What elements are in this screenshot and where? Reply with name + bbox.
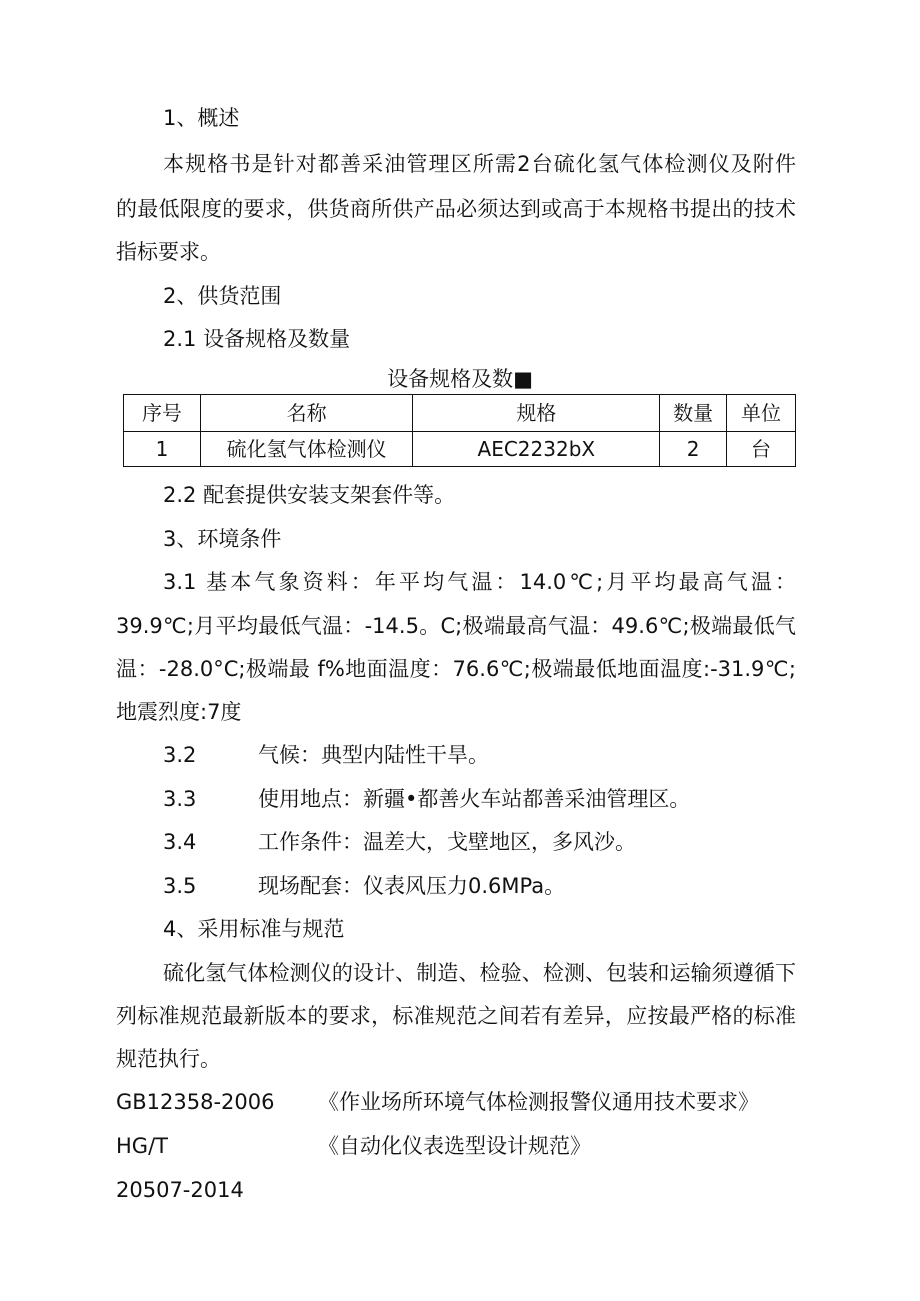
item-3-5-text: 现场配套：仪表风压力0.6MPa。 [258, 874, 566, 898]
header-cell-spec: 规格 [413, 395, 660, 432]
item-3-3-number: 3.3 [163, 787, 197, 811]
table-caption: 设备规格及数■ [387, 367, 533, 391]
section-1-para-line-3: 指标要求。 [116, 240, 221, 264]
section-3-heading: 3、环境条件 [163, 527, 282, 551]
cell-spec: AEC2232bX [413, 432, 660, 467]
item-3-4-text: 工作条件：温差大，戈壁地区，多风沙。 [258, 830, 636, 854]
section-4-para-line-2: 列标准规范最新版本的要求，标准规范之间若有差异，应按最严格的标准 [116, 1004, 796, 1028]
section-2-heading: 2、供货范围 [163, 284, 282, 308]
standard-code: 20507-2014 [116, 1178, 244, 1202]
cell-unit: 台 [727, 432, 796, 467]
section-1-heading: 1、概述 [163, 106, 240, 130]
item-3-2-number: 3.2 [163, 743, 197, 767]
equipment-table [123, 394, 796, 467]
standard-code: HG/T [116, 1134, 168, 1158]
header-cell-unit: 单位 [727, 395, 796, 432]
section-1-para-line-2: 的最低限度的要求，供货商所供产品必须达到或高于本规格书提出的技术 [116, 197, 796, 221]
header-cell-index: 序号 [124, 395, 201, 432]
section-2-2-line: 2.2 配套提供安装支架套件等。 [163, 483, 456, 507]
standard-title: 《自动化仪表选型设计规范》 [318, 1134, 591, 1158]
item-3-4-number: 3.4 [163, 830, 197, 854]
section-2-1-heading: 2.1 设备规格及数量 [163, 327, 351, 351]
section-4-heading: 4、采用标准与规范 [163, 917, 345, 941]
table-row [124, 432, 796, 467]
section-4-para-line-3: 规范执行。 [116, 1047, 221, 1071]
cell-index: 1 [124, 432, 201, 467]
table-header-row [124, 395, 796, 432]
standard-title: 《作业场所环境气体检测报警仪通用技术要求》 [318, 1090, 759, 1114]
section-3-1-line-3: 温：-28.0°C;极端最 f%地面温度：76.6℃;极端最低地面温度:-31.9℃; [116, 657, 796, 681]
item-3-3-text: 使用地点：新疆•都善火车站都善采油管理区。 [258, 787, 691, 811]
section-3-1-line-4: 地震烈度:7度 [116, 700, 242, 724]
section-4-para-line-1: 硫化氢气体检测仪的设计、制造、检验、检测、包装和运输须遵循下 [163, 961, 796, 985]
item-3-2-text: 气候：典型内陆性干旱。 [258, 743, 489, 767]
header-cell-name: 名称 [200, 395, 413, 432]
cell-qty: 2 [660, 432, 727, 467]
section-3-1-line-2: 39.9℃;月平均最低气温：-14.5。C;极端最高气温：49.6℃;极端最低气 [116, 614, 796, 638]
item-3-5-number: 3.5 [163, 874, 197, 898]
header-cell-qty: 数量 [660, 395, 727, 432]
standard-code: GB12358-2006 [116, 1090, 275, 1114]
section-1-para-line-1: 本规格书是针对都善采油管理区所需2台硫化氢气体检测仪及附件 [163, 152, 796, 176]
cell-name: 硫化氢气体检测仪 [200, 432, 413, 467]
section-3-1-line-1: 3.1 基本气象资料：年平均气温：14.0℃;月平均最高气温： [163, 570, 796, 594]
